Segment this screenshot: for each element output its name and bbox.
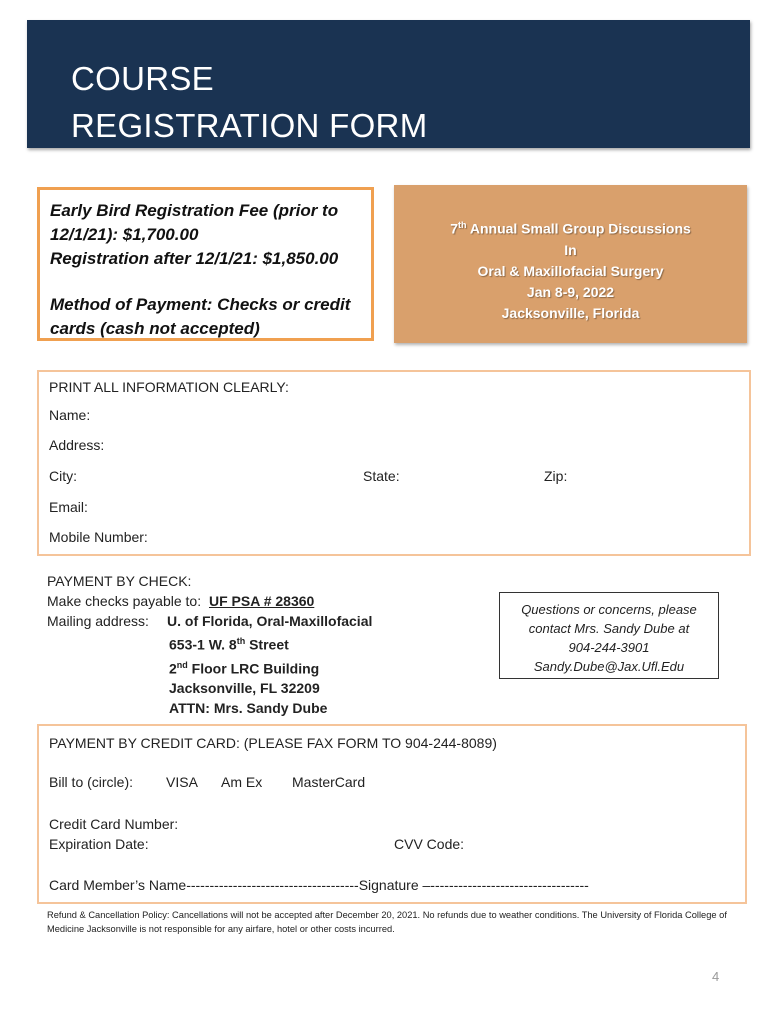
refund-policy: Refund & Cancellation Policy: Cancellations will not be accepted after December 20, 2021. No refunds due to weather conditions. The University of Florida College of Medicine Jacksonville is not responsible for any airfare, hotel or other costs incurred. (47, 910, 727, 934)
info-heading: PRINT ALL INFORMATION CLEARLY: (49, 379, 289, 395)
zip-field[interactable]: Zip: (544, 468, 568, 484)
fee-box (37, 187, 374, 341)
fee-line-3: Registration after 12/1/21: $1,850.00 (50, 249, 339, 268)
email-field[interactable]: Email: (49, 499, 88, 515)
visa-option[interactable]: VISA (166, 774, 198, 790)
event-box (394, 185, 747, 343)
registrant-info-box (37, 370, 751, 556)
cvv-field[interactable]: CVV Code: (394, 836, 465, 852)
payment-by-check (47, 571, 372, 718)
event-line-3: Oral & Maxillofacial Surgery (477, 262, 664, 279)
title-banner (27, 20, 750, 148)
mailing-address-line-5: ATTN: Mrs. Sandy Dube (169, 700, 328, 717)
contact-email[interactable]: Sandy.Dube@Jax.Ufl.Edu (533, 659, 685, 674)
event-line-1: 7th Annual Small Group Discussions (450, 220, 691, 237)
fee-line-2: 12/1/21): $1,700.00 (50, 225, 199, 244)
card-number-field[interactable]: Credit Card Number: (49, 816, 179, 832)
card-member-signature-line[interactable]: Card Member’s Name-------------------------------------Signature –---------------------------------- (49, 877, 589, 893)
mailing-address-line-3: 2nd Floor LRC Building (169, 659, 320, 677)
payment-method-line-1: Method of Payment: Checks or credit (50, 295, 351, 314)
payable-to-value: UF PSA # 28360 (208, 593, 315, 609)
amex-option[interactable]: Am Ex (221, 774, 263, 790)
fee-line-1: Early Bird Registration Fee (prior to (50, 201, 339, 220)
credit-card-box (37, 724, 747, 904)
check-payable-row: Make checks payable to: UF PSA # 28360 (47, 593, 315, 609)
state-field[interactable]: State: (363, 468, 400, 484)
expiration-field[interactable]: Expiration Date: (49, 836, 149, 852)
contact-phone: 904-244-3901 (568, 640, 650, 655)
mastercard-option[interactable]: MasterCard (292, 774, 366, 790)
mobile-field[interactable]: Mobile Number: (49, 529, 148, 545)
event-location: Jacksonville, Florida (501, 304, 640, 321)
address-field[interactable]: Address: (49, 437, 105, 453)
page-number: 4 (712, 969, 720, 984)
city-field[interactable]: City: (49, 468, 77, 484)
mailing-address-line-2: 653-1 W. 8th Street (169, 636, 289, 653)
mailing-address-line-4: Jacksonville, FL 32209 (169, 680, 320, 697)
name-field[interactable]: Name: (49, 407, 91, 423)
event-line-2: In (564, 241, 577, 258)
contact-line-1: Questions or concerns, please (521, 602, 697, 617)
credit-heading: PAYMENT BY CREDIT CARD: (PLEASE FAX FORM TO 904-244-8089) (49, 735, 497, 751)
contact-box (499, 592, 719, 679)
check-heading: PAYMENT BY CHECK: (47, 573, 192, 589)
mailing-row: Mailing address: U. of Florida, Oral-Maxillofacial (47, 613, 373, 629)
contact-line-2: contact Mrs. Sandy Dube at (528, 621, 690, 636)
title-line-2: REGISTRATION FORM (71, 107, 428, 144)
payment-method-line-2: cards (cash not accepted) (50, 319, 260, 338)
event-date: Jan 8-9, 2022 (526, 283, 615, 300)
bill-to-label: Bill to (circle): (49, 774, 134, 790)
title-line-1: COURSE (71, 60, 214, 97)
